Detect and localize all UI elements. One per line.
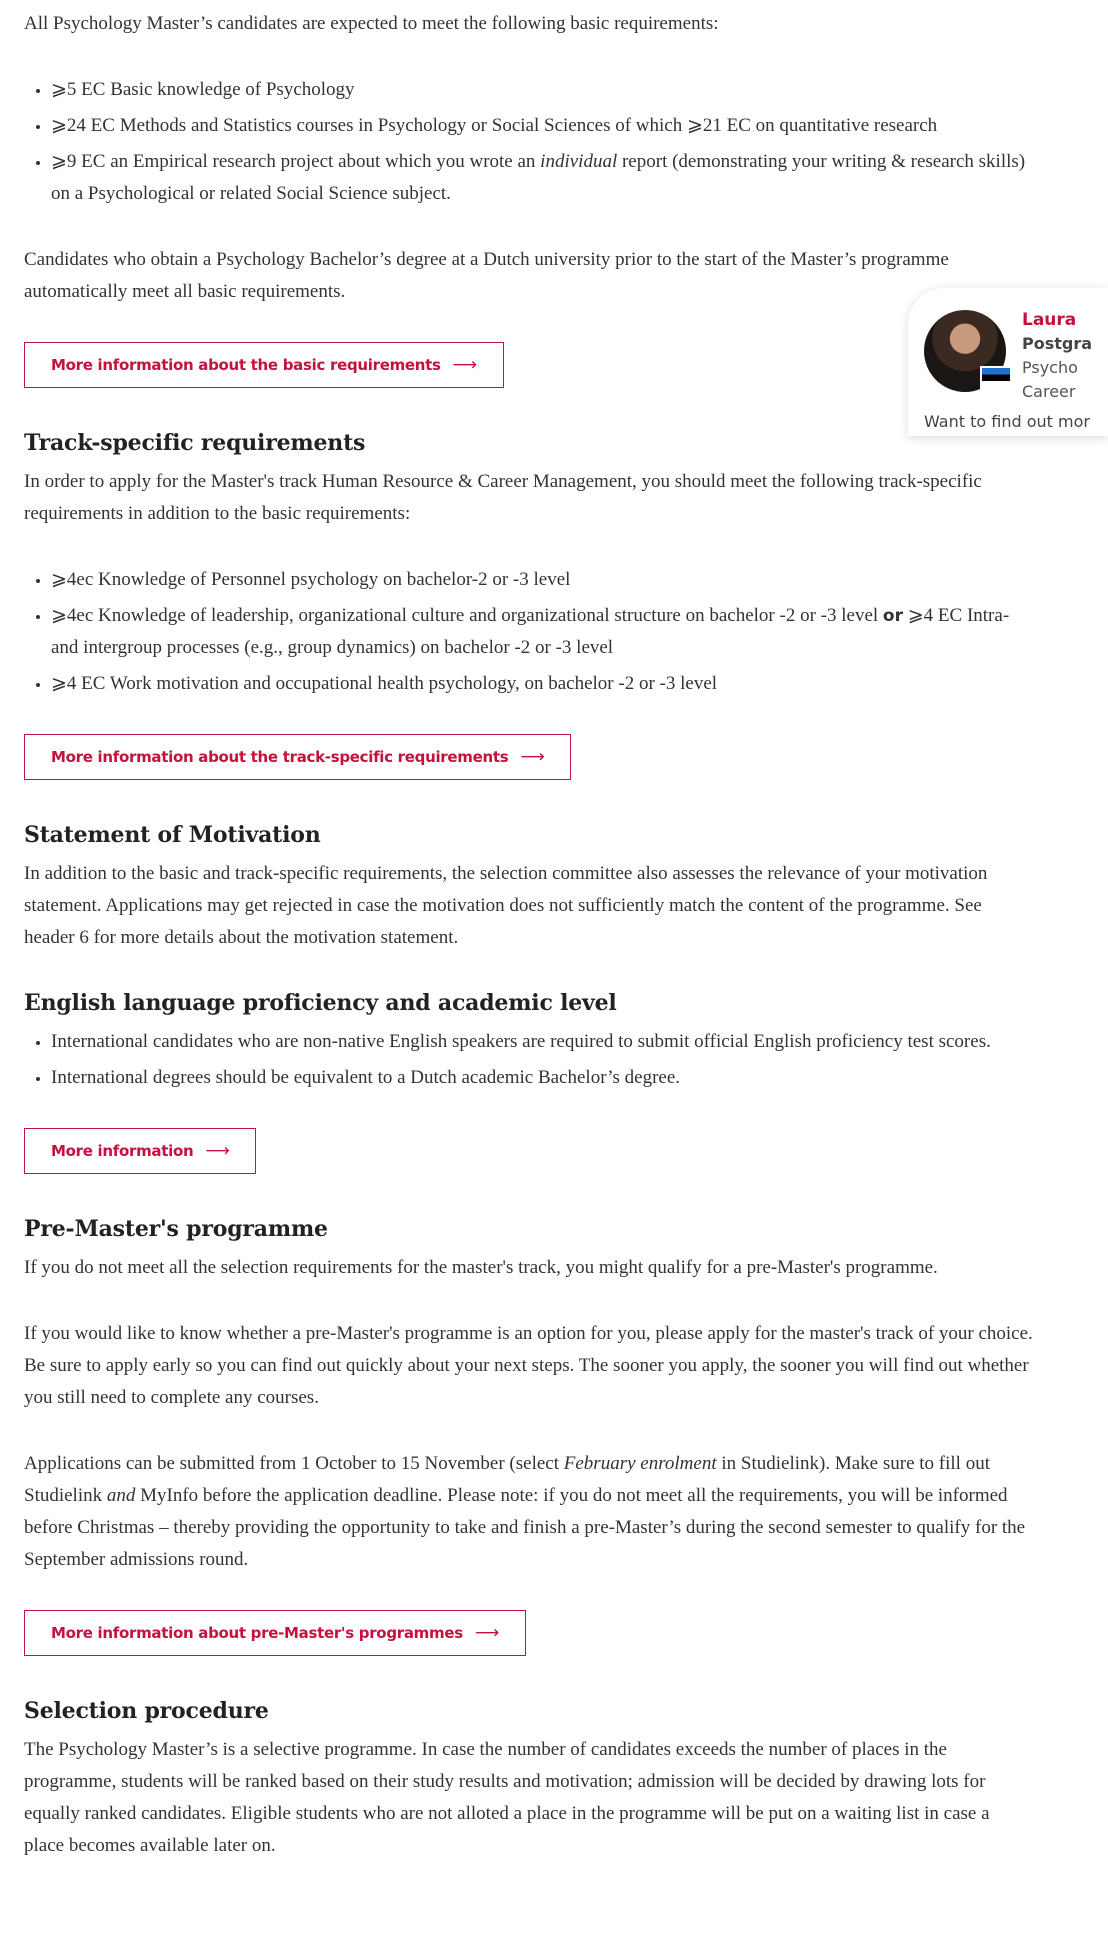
track-requirements-button[interactable] bbox=[24, 734, 571, 780]
premaster-paragraph-1: If you do not meet all the selection requirements for the master's track, you might qualify for a pre-Master's programme. bbox=[24, 1257, 938, 1278]
text: ⩾4ec Knowledge of leadership, organizational culture and organizational structure on bachelor -2 or -3 level bbox=[51, 605, 883, 626]
list-item: • International candidates who are non-native English speakers are required to submit official English proficiency test scores. bbox=[51, 1026, 1034, 1058]
button-label: More information bbox=[51, 1142, 194, 1160]
arrow-right-icon: ⟶ bbox=[474, 1623, 499, 1643]
or-emphasis: or bbox=[882, 606, 903, 626]
list-item: • International degrees should be equivalent to a Dutch academic Bachelor’s degree. bbox=[51, 1062, 1034, 1094]
motivation-text: In addition to the basic and track-specific requirements, the selection committee also assesses the relevance of your motivation statement. Applications may get rejected in case the motivation does not sufficiently match the content of the programme. See header 6 for more details about the motivation statement. bbox=[24, 863, 988, 948]
basic-requirements-list bbox=[24, 74, 1034, 210]
contact-card-prompt: Want to find out mor bbox=[924, 412, 1090, 431]
emphasis: and bbox=[106, 1485, 136, 1506]
button-label: More information about the track-specific requirements bbox=[51, 748, 509, 766]
main-content bbox=[24, 8, 1034, 1862]
text: Applications can be submitted from 1 October to 15 November (select bbox=[24, 1453, 564, 1474]
button-label: More information about the basic requirements bbox=[51, 356, 441, 374]
arrow-right-icon: ⟶ bbox=[452, 355, 477, 375]
track-requirements-list bbox=[24, 564, 1034, 700]
list-item: • ⩾4ec Knowledge of Personnel psychology on bachelor-2 or -3 level bbox=[51, 564, 1034, 596]
contact-name: Laura bbox=[1022, 310, 1077, 330]
english-heading: English language proficiency and academic level bbox=[24, 990, 617, 1016]
basic-requirements-button[interactable] bbox=[24, 342, 504, 388]
contact-track: Career bbox=[1022, 382, 1076, 401]
text: report (demonstrating your writing & research skills) on a Psychological or related Social Science subject. bbox=[51, 151, 1026, 204]
track-requirements-intro: In order to apply for the Master's track Human Resource & Career Management, you should meet the following track-specific requirements in addition to the basic requirements: bbox=[24, 471, 982, 524]
list-item bbox=[51, 600, 1034, 664]
emphasis: February enrolment bbox=[563, 1453, 717, 1474]
estonia-flag-icon bbox=[980, 366, 1012, 390]
premaster-paragraph-3 bbox=[24, 1448, 1034, 1576]
list-item bbox=[51, 146, 1034, 210]
button-label: More information about pre-Master's programmes bbox=[51, 1624, 463, 1642]
emphasis: individual bbox=[540, 151, 618, 172]
premaster-paragraph-2: If you would like to know whether a pre-Master's programme is an option for you, please apply for the master's track of your choice. Be sure to apply early so you can find out quickly about your next steps. The sooner you apply, the sooner you will find out whether you still need to complete any courses. bbox=[24, 1323, 1033, 1408]
list-item: • ⩾24 EC Methods and Statistics courses in Psychology or Social Sciences of which ⩾21 EC on quantitative research bbox=[51, 110, 1034, 142]
text: ⩾9 EC an Empirical research project about which you wrote an bbox=[51, 151, 541, 172]
dutch-degree-note: Candidates who obtain a Psychology Bachelor’s degree at a Dutch university prior to the start of the Master’s programme automatically meet all basic requirements. bbox=[24, 249, 949, 302]
track-requirements-heading: Track-specific requirements bbox=[24, 430, 366, 456]
english-requirements-list bbox=[24, 1026, 1034, 1094]
list-item: • ⩾5 EC Basic knowledge of Psychology bbox=[51, 74, 1034, 106]
selection-text: The Psychology Master’s is a selective programme. In case the number of candidates exceeds the number of places in the programme, students will be ranked based on their study results and motivation; admission will be decided by drawing lots for equally ranked candidates. Eligible students who are not alloted a place in the programme will be put on a waiting list in case a place becomes available later on. bbox=[24, 1739, 990, 1856]
premaster-heading: Pre-Master's programme bbox=[24, 1216, 328, 1242]
contact-role: Postgra bbox=[1022, 334, 1093, 353]
list-item: • ⩾4 EC Work motivation and occupational health psychology, on bachelor -2 or -3 level bbox=[51, 668, 1034, 700]
selection-heading: Selection procedure bbox=[24, 1698, 269, 1724]
contact-card[interactable] bbox=[908, 288, 1108, 436]
basic-requirements-intro: All Psychology Master’s candidates are expected to meet the following basic requirements: bbox=[24, 13, 719, 34]
premaster-button[interactable] bbox=[24, 1610, 526, 1656]
text: in Studielink). Make sure to fill out Studielink bbox=[24, 1453, 990, 1506]
contact-programme: Psycho bbox=[1022, 358, 1078, 377]
arrow-right-icon: ⟶ bbox=[205, 1141, 230, 1161]
text: ⩾4 EC Intra- and intergroup processes (e.g., group dynamics) on bachelor -2 or -3 level bbox=[51, 605, 1010, 658]
text: MyInfo before the application deadline. Please note: if you do not meet all the requirements, you will be informed before Christmas – thereby providing the opportunity to take and finish a pre-Master’s during the second semester to qualify for the September admissions round. bbox=[24, 1485, 1026, 1570]
motivation-heading: Statement of Motivation bbox=[24, 822, 321, 848]
arrow-right-icon: ⟶ bbox=[520, 747, 545, 767]
english-more-info-button[interactable] bbox=[24, 1128, 256, 1174]
